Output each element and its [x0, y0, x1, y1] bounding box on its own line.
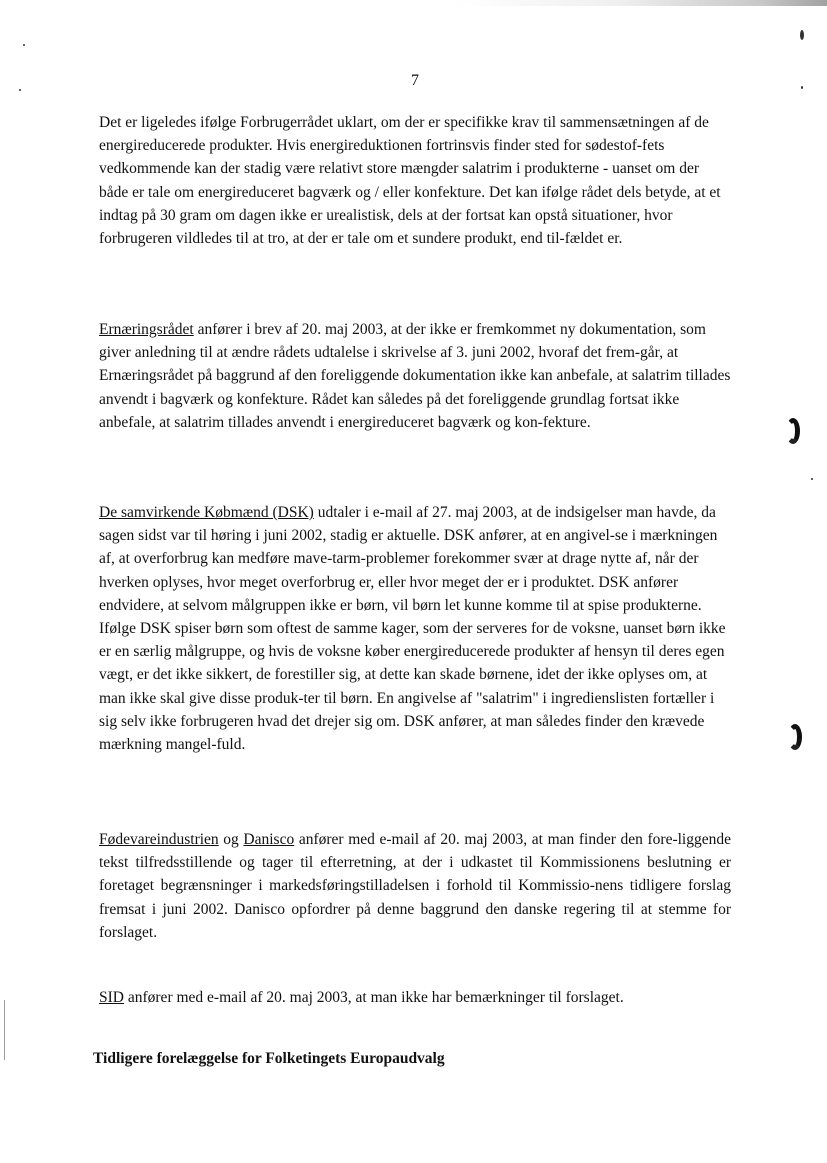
scan-edge-shadow [0, 0, 827, 6]
punch-hole-mark [788, 724, 802, 750]
punch-hole-mark [786, 418, 800, 444]
organisation-name: SID [99, 989, 124, 1006]
paragraph-body: anfører i brev af 20. maj 2003, at der ikke er fremkommet ny dokumentation, som giver anledning til at ændre rådets udtalelse i skrivelse af 3. juni 2002, hvoraf det frem-går, at Ernæringsrådet på baggrund af den foreliggende dokumentation ikke kan anbefale, at salatrim tillades anvendt i bagværk og konfekture. Rådet kan således på det foreliggende grundlag fortsat ikke anbefale, at salatrim tillades anvendt i energireduceret bagværk og kon-fekture. [99, 321, 731, 431]
paragraph-body: udtaler i e-mail af 27. maj 2003, at de indsigelser man havde, da sagen sidst var til høring i juni 2002, stadig er aktuelle. DSK anfører, at en angivel-se i mærkningen af, at overforbrug kan medføre mave-tarm-problemer forekommer svær at drage nytte af, når der hverken oplyses, hvor meget overforbrug er, eller hvor meget der er i produktet. DSK anfører endvidere, at selvom målgruppen ikke er børn, vil børn let kunne komme til at spise produkterne. Ifølge DSK spiser børn som oftest de samme kager, som der serveres for de voksne, uanset børn ikke er en særlig målgruppe, og hvis de voksne køber energireducerede produkter af hensyn til deres egen vægt, er det ikke sikkert, de forestiller sig, at dette kan skade børnene, idet der ikke oplyses om, at man ikke skal give disse produk-ter til børn. En angivelse af "salatrim" i ingredienslisten fortæller i sig selv ikke forbrugeren hvad det drejer sig om. DSK anfører, at man således finder den krævede mærkning mangel-fuld. [99, 504, 726, 754]
organisation-name-2: Danisco [243, 831, 295, 848]
paragraph-foedevareindustrien [99, 828, 731, 944]
page-number: 7 [411, 72, 419, 89]
organisation-name: Fødevareindustrien [99, 831, 219, 848]
paragraph-body: anfører med e-mail af 20. maj 2003, at man finder den fore-liggende tekst tilfredsstillende og tager til efterretning, at der i udkastet til Kommissionens beslutning er foretaget begrænsninger i markedsføringstilladelsen i forhold til Kommissio-nens tidligere forslag fremsat i juni 2002. Danisco opfordrer på denne baggrund den danske regering til at stemme for forslaget. [99, 831, 731, 941]
paragraph-text [99, 318, 731, 434]
paragraph-text [99, 986, 731, 1009]
scan-speck [23, 44, 25, 46]
paragraph-text [99, 111, 731, 250]
scan-speck [811, 478, 813, 480]
paragraph-forbrugerraadet [99, 111, 731, 250]
scan-margin-line [4, 1000, 5, 1060]
organisation-name: Ernæringsrådet [99, 321, 194, 338]
paragraph-text [99, 828, 731, 944]
organisation-name: De samvirkende Købmænd (DSK) [99, 504, 314, 521]
scan-speck [19, 89, 21, 91]
paragraph-dsk [99, 501, 731, 756]
paragraph-body: anfører med e-mail af 20. maj 2003, at man ikke har bemærkninger til forslaget. [123, 989, 624, 1006]
paragraph-sid [99, 986, 731, 1009]
paragraph-text [99, 501, 731, 756]
section-heading: Tidligere forelæggelse for Folketingets Europaudvalg [93, 1050, 445, 1067]
paragraph-body: Det er ligeledes ifølge Forbrugerrådet uklart, om der er specifikke krav til sammensætningen af de energireducerede produkter. Hvis energireduktionen fortrinsvis finder sted for sødestof-fets vedkommende kan der stadig være relativt store mængder salatrim i produkterne - uanset om der både er tale om energireduceret bagværk og / eller konfekture. Det kan ifølge rådet dels betyde, at et indtag på 30 gram om dagen ikke er urealistisk, dels at der fortsat kan opstå situationer, hvor forbrugeren vildledes til at tro, at der er tale om et sundere produkt, end til-fældet er. [99, 114, 721, 248]
scan-speck [801, 86, 803, 89]
scan-speck [800, 30, 804, 40]
paragraph-joiner: og [218, 831, 244, 848]
paragraph-ernaeringsraadet [99, 318, 731, 434]
